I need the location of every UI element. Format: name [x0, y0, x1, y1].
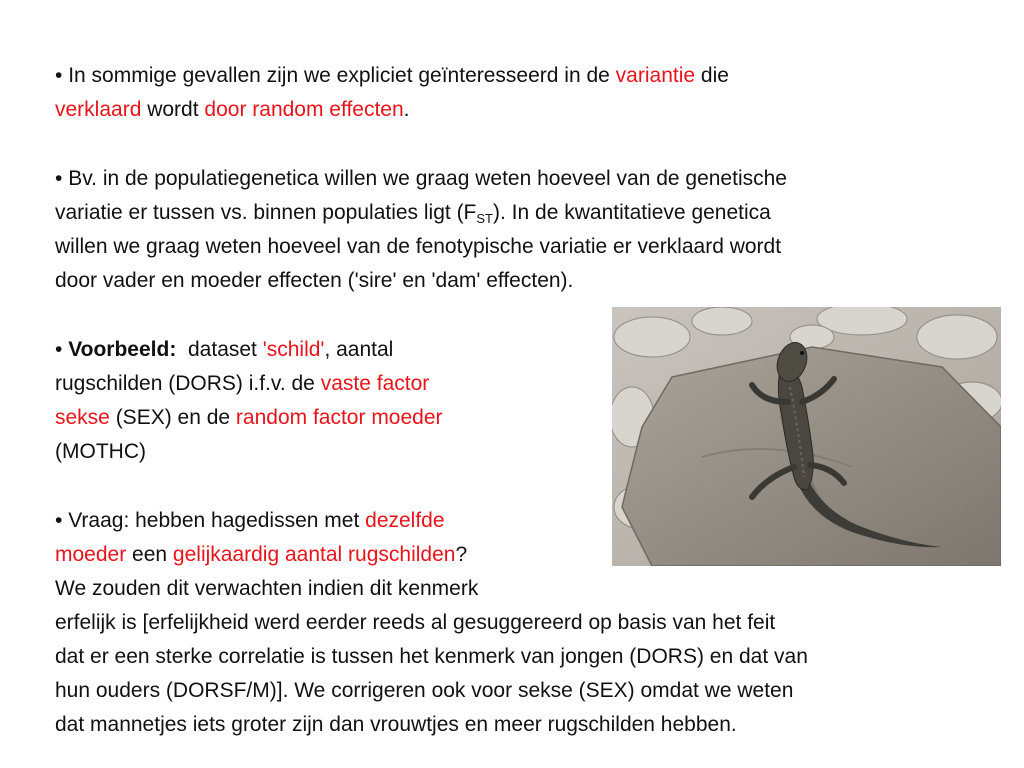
highlight-variantie: variantie — [615, 64, 696, 87]
text: dataset — [176, 338, 263, 361]
highlight-dezelfde: dezelfde — [365, 509, 445, 532]
highlight-verklaard: verklaard — [55, 98, 142, 121]
paragraph-1-line-2 — [55, 98, 410, 122]
highlight-sekse: sekse — [55, 406, 110, 429]
text: Bv. in de populatiegenetica willen we graag weten hoeveel van de genetische — [68, 167, 787, 190]
text: dat er een sterke correlatie is tussen het kenmerk van jongen (DORS) en dat van — [55, 645, 808, 668]
subscript-st: ST — [476, 211, 494, 226]
text: een — [126, 543, 173, 566]
text: wordt — [141, 98, 205, 121]
paragraph-4-line-2 — [55, 543, 467, 567]
bullet: • — [55, 509, 63, 532]
highlight-moeder: moeder — [55, 543, 127, 566]
text: . — [403, 98, 410, 121]
paragraph-1-line-1 — [55, 64, 729, 88]
paragraph-2-line-1 — [55, 167, 787, 191]
paragraph-4-line-5 — [55, 645, 808, 669]
paragraph-4-line-7 — [55, 713, 737, 737]
text: ? — [455, 543, 468, 566]
text: We zouden dit verwachten indien dit kenmerk — [55, 577, 479, 600]
paragraph-3-line-4 — [55, 440, 146, 464]
paragraph-3-line-2 — [55, 372, 429, 396]
text: , aantal — [324, 338, 394, 361]
paragraph-4-line-6 — [55, 679, 793, 703]
paragraph-2-line-3 — [55, 235, 781, 259]
paragraph-4-line-4 — [55, 611, 775, 635]
text: willen we graag weten hoeveel van de fenotypische variatie er verklaard wordt — [55, 235, 782, 258]
text: In sommige gevallen zijn we expliciet geïnteresseerd in de — [68, 64, 616, 87]
text: die — [695, 64, 729, 87]
text: (SEX) en de — [109, 406, 236, 429]
paragraph-2-line-2 — [55, 201, 771, 225]
highlight-gelijkaardig-aantal: gelijkaardig aantal rugschilden — [172, 543, 456, 566]
bullet: • — [55, 338, 63, 361]
highlight-random-factor-moeder: random factor moeder — [235, 406, 443, 429]
text: hun ouders (DORSF/M)]. We corrigeren ook voor sekse (SEX) omdat we weten — [55, 679, 794, 702]
text: rugschilden (DORS) i.f.v. de — [55, 372, 321, 395]
paragraph-3-line-1 — [55, 338, 393, 362]
highlight-vaste-factor: vaste factor — [320, 372, 430, 395]
label-voorbeeld: Voorbeeld: — [68, 338, 177, 361]
highlight-random-effecten: door random effecten — [204, 98, 404, 121]
bullet: • — [55, 64, 63, 87]
bullet: • — [55, 167, 63, 190]
text: door vader en moeder effecten ('sire' en 'dam' effecten). — [55, 269, 574, 292]
lizard-photo — [612, 307, 1001, 566]
text: erfelijk is [erfelijkheid werd eerder reeds al gesuggereerd op basis van het feit — [55, 611, 776, 634]
paragraph-4-line-1 — [55, 509, 445, 533]
paragraph-4-line-3 — [55, 577, 478, 601]
paragraph-3-line-3 — [55, 406, 443, 430]
text: (MOTHC) — [55, 440, 146, 463]
text: Vraag: hebben hagedissen met — [68, 509, 366, 532]
text: variatie er tussen vs. binnen populaties ligt (F — [55, 201, 477, 224]
highlight-schild: 'schild' — [262, 338, 325, 361]
text: ). In de kwantitatieve genetica — [493, 201, 771, 224]
paragraph-2-line-4 — [55, 269, 573, 293]
text: dat mannetjes iets groter zijn dan vrouwtjes en meer rugschilden hebben. — [55, 713, 737, 736]
